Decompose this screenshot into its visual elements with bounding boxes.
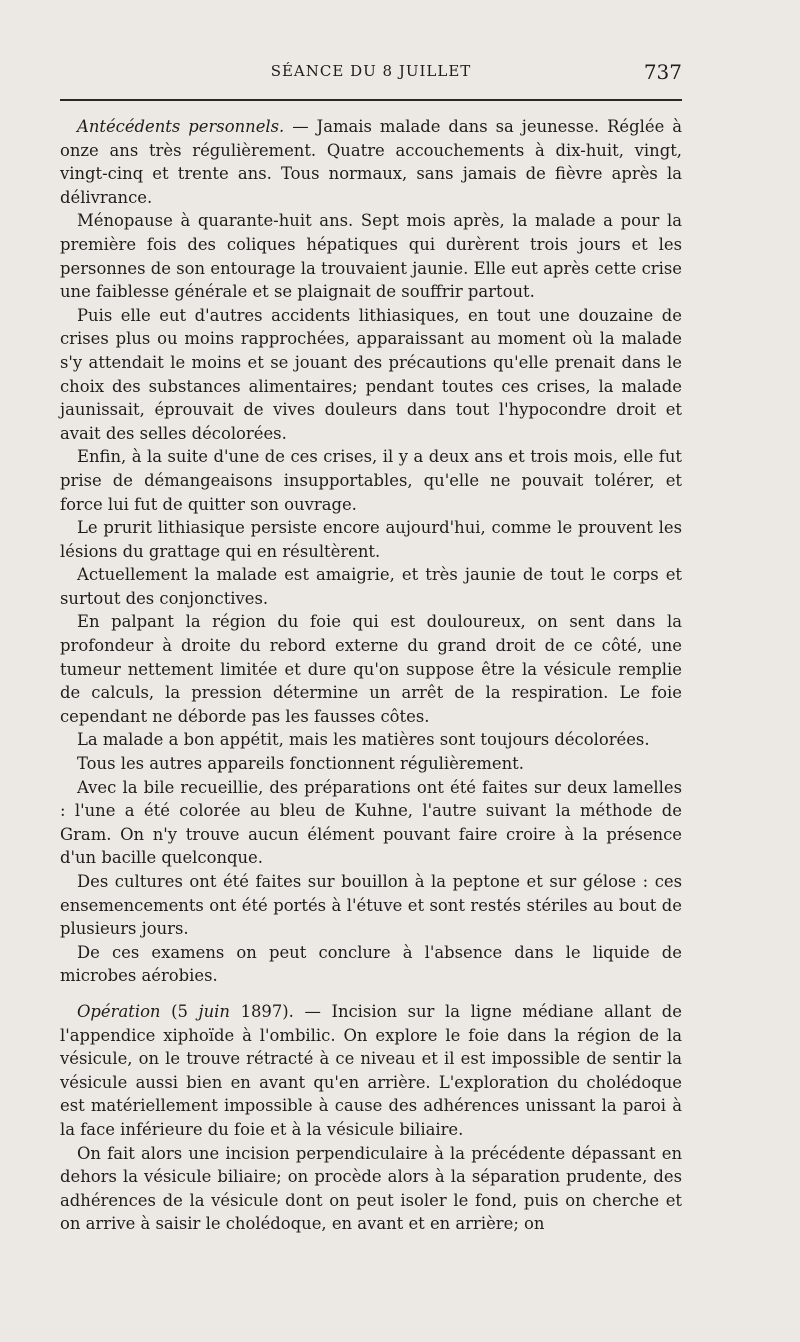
paragraph-cultures: Des cultures ont été faites sur bouillon à la peptone et sur gélose : ces ensemencements ont été portés à l'étuve et sont restés stériles au bout de plusieurs jours.	[60, 872, 682, 939]
paragraph-palpation: En palpant la région du foie qui est douloureux, on sent dans la profondeur à droite du rebord externe du grand droit de ce côté, une tumeur nettement limitée et dure qu'on suppose être la vésicule remplie de calculs, la pression détermine un arrêt de la respiration. Le foie cependant ne déborde pas les fausses côtes.	[60, 612, 682, 726]
paragraph-prurit: Le prurit lithiasique persiste encore aujourd'hui, comme le prouvent les lésions du grattage qui en résultèrent.	[60, 518, 682, 561]
paragraph-prurit-onset: Enfin, à la suite d'une de ces crises, il y a deux ans et trois mois, elle fut prise de démangeaisons insupportables, qu'elle ne pouvait tolérer, et force lui fut de quitter son ouvrage.	[60, 447, 682, 514]
section-label-operation: Opération	[77, 1001, 161, 1021]
paragraph-etat-actuel: Actuellement la malade est amaigrie, et très jaunie de tout le corps et surtout des conjonctives.	[60, 565, 682, 608]
running-title: SÉANCE DU 8 JUILLET	[270, 62, 472, 80]
paragraph-appareils: Tous les autres appareils fonctionnent régulièrement.	[77, 754, 524, 774]
paragraph-accidents: Puis elle eut d'autres accidents lithiasiques, en tout une douzaine de crises plus ou moins rapprochées, apparaissant au moment où la malade s'y attendait le moins et se jouant des précautions qu'elle prenait dans le choix des substances alimentaires; pendant toutes ces crises, la malade jaunissait, éprouvait de vives douleurs dans tout l'hypocondre droit et avait des selles décolorées.	[60, 305, 682, 443]
body-text	[60, 115, 682, 1236]
paragraph-operation: Opération (5 juin 1897). — Incision sur la ligne médiane allant de l'appendice xiphoïde à l'ombilic. On explore le foie dans la région de la vésicule, on le trouve rétracté à ce niveau et il est impossible de sentir la vésicule aussi bien en avant qu'en arrière. L'exploration du cholédoque est matériellement impossible à cause des adhérences unissant la paroi à la face inférieure du foie et à la vésicule biliaire.	[60, 1001, 682, 1139]
page-header	[60, 60, 682, 88]
page-number: 737	[643, 60, 682, 84]
paragraph-incision: On fait alors une incision perpendiculaire à la précédente dépassant en dehors la vésicule biliaire; on procède alors à la séparation prudente, des adhérences de la vésicule dont on peut isoler le fond, puis on cherche et on arrive à saisir le cholédoque, en avant et en arrière; on	[60, 1143, 682, 1234]
paragraph-appetit: La malade a bon appétit, mais les matières sont toujours décolorées.	[77, 730, 650, 750]
paragraph-preparations: Avec la bile recueillie, des préparations ont été faites sur deux lamelles : l'une a été colorée au bleu de Kuhne, l'autre suivant la méthode de Gram. On n'y trouve aucun élément pouvant faire croire à la présence d'un bacille quelconque.	[60, 777, 682, 868]
header-rule	[60, 99, 682, 101]
paragraph-conclusion: De ces examens on peut conclure à l'absence dans le liquide de microbes aérobies.	[60, 942, 682, 986]
paragraph-antecedents: Antécédents personnels. — Jamais malade dans sa jeunesse. Réglée à onze ans très régulièrement. Quatre accouchements à dix-huit, vingt, vingt-cinq et trente ans. Tous normaux, sans jamais de fièvre après la délivrance.	[60, 117, 683, 207]
section-label-antecedents: Antécédents personnels.	[77, 117, 285, 136]
paragraph-menopause: Ménopause à quarante-huit ans. Sept mois après, la malade a pour la première fois des coliques hépatiques qui durèrent trois jours et les personnes de son entourage la trouvaient jaunie. Elle eut après cette crise une faiblesse générale et se plaignait de souffrir partout.	[60, 211, 682, 302]
